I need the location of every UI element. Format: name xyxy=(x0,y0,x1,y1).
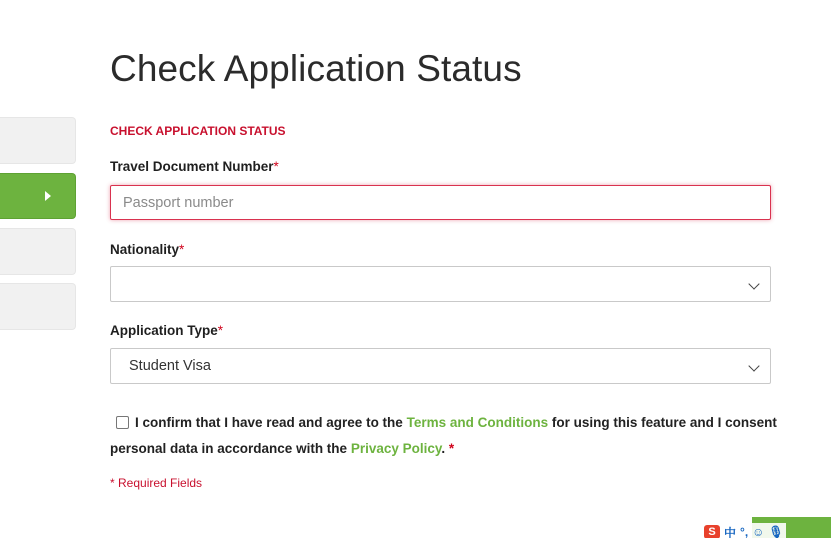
emoji-icon[interactable]: ☺ xyxy=(752,525,765,538)
nationality-label xyxy=(110,242,184,257)
consent-text-line2: personal data in accordance with the xyxy=(110,441,348,456)
chevron-right-icon xyxy=(45,191,51,201)
nationality-select[interactable] xyxy=(110,266,771,302)
application-type-label-text: Application Type xyxy=(110,323,218,338)
travel-document-label-text: Travel Document Number xyxy=(110,159,274,174)
ime-toolbar[interactable] xyxy=(702,523,786,538)
travel-document-label xyxy=(110,159,279,174)
application-type-label xyxy=(110,323,223,338)
microphone-icon[interactable]: 🎙 xyxy=(768,525,784,538)
page-title: Check Application Status xyxy=(110,48,522,89)
chinese-mode-icon[interactable]: 中 xyxy=(724,525,737,538)
sidebar-item-4[interactable] xyxy=(0,283,76,330)
required-star: * xyxy=(217,323,224,338)
required-fields-note: * Required Fields xyxy=(110,476,203,490)
application-type-selected-value: Student Visa xyxy=(129,358,211,374)
terms-link[interactable]: Terms and Conditions xyxy=(406,415,549,430)
consent-text-end: . xyxy=(441,441,446,456)
chevron-down-icon xyxy=(748,360,759,371)
nationality-label-text: Nationality xyxy=(110,242,180,257)
consent-text-middle: for using this feature and I consent xyxy=(551,415,777,430)
required-star: * xyxy=(448,441,455,456)
section-title: CHECK APPLICATION STATUS xyxy=(110,124,286,138)
privacy-link[interactable]: Privacy Policy xyxy=(350,441,442,456)
sidebar-item-active[interactable] xyxy=(0,173,76,219)
travel-document-input[interactable] xyxy=(110,185,771,220)
application-type-select[interactable] xyxy=(110,348,771,384)
required-star: * xyxy=(179,242,185,257)
required-star: * xyxy=(273,159,279,174)
sidebar-item-3[interactable] xyxy=(0,228,76,275)
sogou-logo-icon[interactable]: S xyxy=(704,525,720,538)
consent-checkbox[interactable] xyxy=(116,416,129,429)
chevron-down-icon xyxy=(748,278,759,289)
sidebar-item-1[interactable] xyxy=(0,117,76,164)
punctuation-icon[interactable]: °, xyxy=(740,525,749,538)
consent-block xyxy=(110,410,831,462)
consent-text: I confirm that I have read and agree to the xyxy=(135,415,403,430)
